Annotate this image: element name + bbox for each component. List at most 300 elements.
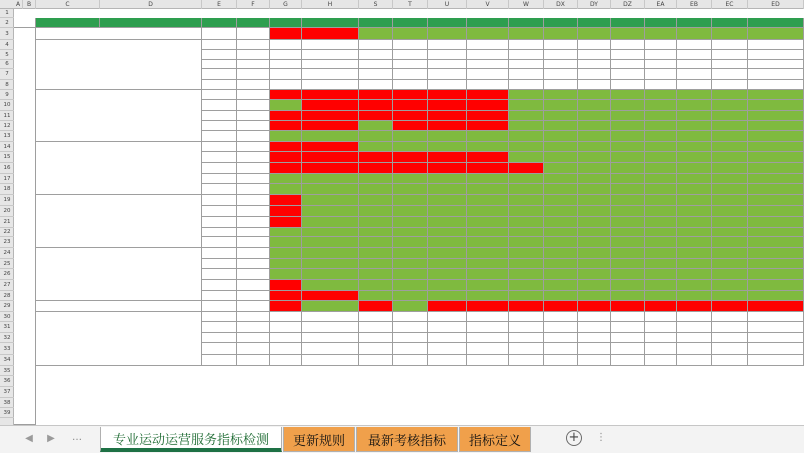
value-cell[interactable] <box>712 163 748 174</box>
row-number[interactable]: 34 <box>0 355 14 366</box>
value-cell[interactable] <box>578 259 611 269</box>
value-cell[interactable] <box>578 269 611 280</box>
value-cell[interactable] <box>544 60 578 69</box>
value-cell[interactable] <box>302 40 359 50</box>
value-cell[interactable] <box>428 322 467 333</box>
value-cell[interactable] <box>544 28 578 40</box>
value-cell[interactable] <box>712 333 748 343</box>
value-cell[interactable] <box>467 174 509 184</box>
value-cell[interactable] <box>645 40 677 50</box>
value-cell[interactable] <box>428 100 467 111</box>
row-number[interactable]: 22 <box>0 228 14 237</box>
scroll-tabs-left-icon[interactable]: ◀ <box>25 433 33 444</box>
value-cell[interactable] <box>645 217 677 228</box>
header-cell[interactable] <box>467 18 509 28</box>
value-cell[interactable] <box>712 100 748 111</box>
row-number[interactable]: 24 <box>0 248 14 259</box>
value-cell[interactable] <box>611 280 645 291</box>
value-cell[interactable] <box>302 50 359 60</box>
indicator-cell[interactable] <box>202 259 237 269</box>
indicator-cell[interactable] <box>202 80 237 90</box>
value-cell[interactable] <box>467 248 509 259</box>
value-cell[interactable] <box>677 142 712 152</box>
value-cell[interactable] <box>359 195 393 206</box>
value-cell[interactable] <box>544 142 578 152</box>
tab-sheet-1[interactable]: 更新规则 <box>283 427 355 452</box>
value-cell[interactable] <box>359 50 393 60</box>
value-cell[interactable] <box>544 184 578 195</box>
value-cell[interactable] <box>467 69 509 80</box>
value-cell[interactable] <box>509 322 544 333</box>
value-cell[interactable] <box>270 269 302 280</box>
value-cell[interactable] <box>359 343 393 355</box>
indicator-cell[interactable] <box>202 184 237 195</box>
target-cell[interactable] <box>237 163 270 174</box>
value-cell[interactable] <box>578 280 611 291</box>
column-letter[interactable]: DZ <box>611 0 645 9</box>
value-cell[interactable] <box>712 206 748 217</box>
target-cell[interactable] <box>237 100 270 111</box>
dimension-cell[interactable] <box>36 40 202 90</box>
value-cell[interactable] <box>509 50 544 60</box>
tab-sheet-0[interactable]: 专业运动运营服务指标检测 <box>100 427 282 452</box>
value-cell[interactable] <box>359 100 393 111</box>
value-cell[interactable] <box>270 343 302 355</box>
target-cell[interactable] <box>237 322 270 333</box>
row-number[interactable]: 23 <box>0 237 14 248</box>
value-cell[interactable] <box>712 269 748 280</box>
value-cell[interactable] <box>712 131 748 142</box>
more-tabs-right-icon[interactable]: ⋮ <box>596 432 606 443</box>
value-cell[interactable] <box>270 237 302 248</box>
value-cell[interactable] <box>645 228 677 237</box>
value-cell[interactable] <box>544 131 578 142</box>
value-cell[interactable] <box>677 80 712 90</box>
value-cell[interactable] <box>645 237 677 248</box>
value-cell[interactable] <box>748 280 804 291</box>
value-cell[interactable] <box>748 237 804 248</box>
row-number[interactable]: 2 <box>0 18 14 28</box>
value-cell[interactable] <box>270 40 302 50</box>
value-cell[interactable] <box>467 40 509 50</box>
value-cell[interactable] <box>359 237 393 248</box>
indicator-cell[interactable] <box>202 174 237 184</box>
value-cell[interactable] <box>544 248 578 259</box>
value-cell[interactable] <box>645 355 677 366</box>
value-cell[interactable] <box>611 237 645 248</box>
header-cell[interactable] <box>428 18 467 28</box>
value-cell[interactable] <box>748 343 804 355</box>
value-cell[interactable] <box>509 228 544 237</box>
value-cell[interactable] <box>428 111 467 121</box>
value-cell[interactable] <box>302 60 359 69</box>
value-cell[interactable] <box>428 50 467 60</box>
row-number[interactable]: 9 <box>0 90 14 100</box>
value-cell[interactable] <box>467 259 509 269</box>
value-cell[interactable] <box>270 280 302 291</box>
column-letter[interactable]: D <box>100 0 202 9</box>
value-cell[interactable] <box>645 131 677 142</box>
value-cell[interactable] <box>270 291 302 301</box>
value-cell[interactable] <box>270 301 302 312</box>
value-cell[interactable] <box>393 333 428 343</box>
value-cell[interactable] <box>302 217 359 228</box>
target-cell[interactable] <box>237 174 270 184</box>
indicator-cell[interactable] <box>202 60 237 69</box>
value-cell[interactable] <box>467 100 509 111</box>
value-cell[interactable] <box>467 28 509 40</box>
value-cell[interactable] <box>677 291 712 301</box>
value-cell[interactable] <box>578 184 611 195</box>
value-cell[interactable] <box>428 248 467 259</box>
value-cell[interactable] <box>544 301 578 312</box>
value-cell[interactable] <box>302 152 359 163</box>
value-cell[interactable] <box>544 195 578 206</box>
value-cell[interactable] <box>467 184 509 195</box>
value-cell[interactable] <box>748 69 804 80</box>
value-cell[interactable] <box>428 343 467 355</box>
indicator-cell[interactable] <box>202 237 237 248</box>
value-cell[interactable] <box>302 90 359 100</box>
row-number[interactable]: 21 <box>0 217 14 228</box>
value-cell[interactable] <box>645 248 677 259</box>
value-cell[interactable] <box>748 206 804 217</box>
row-number[interactable]: 12 <box>0 121 14 131</box>
value-cell[interactable] <box>359 259 393 269</box>
value-cell[interactable] <box>677 195 712 206</box>
dimension-cell[interactable] <box>36 301 202 312</box>
value-cell[interactable] <box>467 280 509 291</box>
target-cell[interactable] <box>237 142 270 152</box>
value-cell[interactable] <box>359 69 393 80</box>
value-cell[interactable] <box>677 69 712 80</box>
value-cell[interactable] <box>467 269 509 280</box>
header-cell[interactable] <box>359 18 393 28</box>
value-cell[interactable] <box>645 121 677 131</box>
value-cell[interactable] <box>748 142 804 152</box>
value-cell[interactable] <box>611 131 645 142</box>
value-cell[interactable] <box>270 174 302 184</box>
value-cell[interactable] <box>645 269 677 280</box>
header-cell[interactable] <box>100 18 202 28</box>
value-cell[interactable] <box>302 269 359 280</box>
value-cell[interactable] <box>270 69 302 80</box>
value-cell[interactable] <box>467 152 509 163</box>
value-cell[interactable] <box>677 259 712 269</box>
value-cell[interactable] <box>748 184 804 195</box>
column-letter[interactable]: A <box>14 0 23 9</box>
value-cell[interactable] <box>359 228 393 237</box>
value-cell[interactable] <box>302 100 359 111</box>
value-cell[interactable] <box>302 291 359 301</box>
row-number[interactable]: 35 <box>0 366 14 376</box>
value-cell[interactable] <box>712 228 748 237</box>
value-cell[interactable] <box>645 259 677 269</box>
value-cell[interactable] <box>578 301 611 312</box>
value-cell[interactable] <box>611 195 645 206</box>
dimension-cell[interactable] <box>36 142 202 195</box>
value-cell[interactable] <box>393 291 428 301</box>
value-cell[interactable] <box>748 174 804 184</box>
indicator-cell[interactable] <box>202 248 237 259</box>
value-cell[interactable] <box>270 184 302 195</box>
value-cell[interactable] <box>467 333 509 343</box>
value-cell[interactable] <box>467 228 509 237</box>
column-letter[interactable]: U <box>428 0 467 9</box>
value-cell[interactable] <box>428 163 467 174</box>
value-cell[interactable] <box>302 174 359 184</box>
value-cell[interactable] <box>270 121 302 131</box>
value-cell[interactable] <box>359 121 393 131</box>
value-cell[interactable] <box>748 195 804 206</box>
value-cell[interactable] <box>428 333 467 343</box>
value-cell[interactable] <box>393 312 428 322</box>
indicator-cell[interactable] <box>202 291 237 301</box>
header-cell[interactable] <box>611 18 645 28</box>
value-cell[interactable] <box>393 40 428 50</box>
value-cell[interactable] <box>578 248 611 259</box>
header-cell[interactable] <box>748 18 804 28</box>
value-cell[interactable] <box>748 228 804 237</box>
value-cell[interactable] <box>611 100 645 111</box>
value-cell[interactable] <box>270 312 302 322</box>
value-cell[interactable] <box>611 333 645 343</box>
value-cell[interactable] <box>302 28 359 40</box>
value-cell[interactable] <box>359 142 393 152</box>
indicator-cell[interactable] <box>202 152 237 163</box>
value-cell[interactable] <box>611 90 645 100</box>
value-cell[interactable] <box>677 90 712 100</box>
value-cell[interactable] <box>509 152 544 163</box>
header-cell[interactable] <box>712 18 748 28</box>
value-cell[interactable] <box>645 100 677 111</box>
value-cell[interactable] <box>428 90 467 100</box>
value-cell[interactable] <box>509 343 544 355</box>
value-cell[interactable] <box>578 174 611 184</box>
value-cell[interactable] <box>611 355 645 366</box>
value-cell[interactable] <box>509 237 544 248</box>
value-cell[interactable] <box>302 228 359 237</box>
value-cell[interactable] <box>270 28 302 40</box>
value-cell[interactable] <box>509 312 544 322</box>
value-cell[interactable] <box>270 333 302 343</box>
target-cell[interactable] <box>237 228 270 237</box>
indicator-cell[interactable] <box>202 355 237 366</box>
header-cell[interactable] <box>509 18 544 28</box>
value-cell[interactable] <box>428 259 467 269</box>
value-cell[interactable] <box>509 174 544 184</box>
target-cell[interactable] <box>237 69 270 80</box>
value-cell[interactable] <box>302 69 359 80</box>
value-cell[interactable] <box>645 174 677 184</box>
value-cell[interactable] <box>302 237 359 248</box>
row-number[interactable]: 1 <box>0 9 14 18</box>
header-cell[interactable] <box>237 18 270 28</box>
row-number[interactable]: 16 <box>0 163 14 174</box>
value-cell[interactable] <box>393 322 428 333</box>
value-cell[interactable] <box>712 291 748 301</box>
value-cell[interactable] <box>611 111 645 121</box>
value-cell[interactable] <box>509 355 544 366</box>
value-cell[interactable] <box>748 269 804 280</box>
indicator-cell[interactable] <box>202 301 237 312</box>
value-cell[interactable] <box>393 184 428 195</box>
value-cell[interactable] <box>611 343 645 355</box>
value-cell[interactable] <box>677 163 712 174</box>
row-number[interactable]: 31 <box>0 322 14 333</box>
value-cell[interactable] <box>712 259 748 269</box>
value-cell[interactable] <box>509 142 544 152</box>
indicator-cell[interactable] <box>202 111 237 121</box>
column-letter[interactable]: DY <box>578 0 611 9</box>
value-cell[interactable] <box>611 142 645 152</box>
value-cell[interactable] <box>509 248 544 259</box>
value-cell[interactable] <box>677 228 712 237</box>
value-cell[interactable] <box>302 280 359 291</box>
value-cell[interactable] <box>748 291 804 301</box>
target-cell[interactable] <box>237 355 270 366</box>
header-cell[interactable] <box>36 18 100 28</box>
value-cell[interactable] <box>393 343 428 355</box>
row-number[interactable]: 17 <box>0 174 14 184</box>
value-cell[interactable] <box>359 111 393 121</box>
value-cell[interactable] <box>645 28 677 40</box>
value-cell[interactable] <box>645 152 677 163</box>
value-cell[interactable] <box>467 237 509 248</box>
value-cell[interactable] <box>544 174 578 184</box>
value-cell[interactable] <box>712 184 748 195</box>
value-cell[interactable] <box>677 60 712 69</box>
value-cell[interactable] <box>611 184 645 195</box>
value-cell[interactable] <box>748 259 804 269</box>
header-cell[interactable] <box>645 18 677 28</box>
value-cell[interactable] <box>544 355 578 366</box>
column-letter[interactable]: EC <box>712 0 748 9</box>
indicator-cell[interactable] <box>202 142 237 152</box>
dimension-cell[interactable] <box>36 28 202 40</box>
value-cell[interactable] <box>270 90 302 100</box>
value-cell[interactable] <box>544 312 578 322</box>
target-cell[interactable] <box>237 269 270 280</box>
value-cell[interactable] <box>393 80 428 90</box>
value-cell[interactable] <box>677 322 712 333</box>
value-cell[interactable] <box>509 195 544 206</box>
value-cell[interactable] <box>645 50 677 60</box>
target-cell[interactable] <box>237 195 270 206</box>
value-cell[interactable] <box>544 217 578 228</box>
value-cell[interactable] <box>544 259 578 269</box>
indicator-cell[interactable] <box>202 195 237 206</box>
value-cell[interactable] <box>393 174 428 184</box>
row-number[interactable]: 30 <box>0 312 14 322</box>
value-cell[interactable] <box>467 322 509 333</box>
value-cell[interactable] <box>712 174 748 184</box>
value-cell[interactable] <box>359 206 393 217</box>
value-cell[interactable] <box>359 301 393 312</box>
value-cell[interactable] <box>645 206 677 217</box>
indicator-cell[interactable] <box>202 333 237 343</box>
sheet-title[interactable] <box>36 9 804 18</box>
value-cell[interactable] <box>302 142 359 152</box>
value-cell[interactable] <box>712 312 748 322</box>
value-cell[interactable] <box>270 50 302 60</box>
value-cell[interactable] <box>393 90 428 100</box>
row-number[interactable]: 20 <box>0 206 14 217</box>
value-cell[interactable] <box>611 301 645 312</box>
value-cell[interactable] <box>748 312 804 322</box>
value-cell[interactable] <box>578 90 611 100</box>
value-cell[interactable] <box>393 355 428 366</box>
value-cell[interactable] <box>544 280 578 291</box>
value-cell[interactable] <box>645 195 677 206</box>
row-number[interactable]: 3 <box>0 28 14 40</box>
value-cell[interactable] <box>578 195 611 206</box>
header-cell[interactable] <box>578 18 611 28</box>
indicator-cell[interactable] <box>202 280 237 291</box>
value-cell[interactable] <box>677 355 712 366</box>
indicator-cell[interactable] <box>202 121 237 131</box>
value-cell[interactable] <box>270 60 302 69</box>
value-cell[interactable] <box>270 131 302 142</box>
store-cell[interactable] <box>14 28 36 425</box>
value-cell[interactable] <box>677 269 712 280</box>
value-cell[interactable] <box>302 206 359 217</box>
value-cell[interactable] <box>544 50 578 60</box>
target-cell[interactable] <box>237 121 270 131</box>
value-cell[interactable] <box>428 206 467 217</box>
indicator-cell[interactable] <box>202 50 237 60</box>
row-number[interactable]: 27 <box>0 280 14 291</box>
value-cell[interactable] <box>611 228 645 237</box>
value-cell[interactable] <box>677 237 712 248</box>
value-cell[interactable] <box>544 111 578 121</box>
target-cell[interactable] <box>237 184 270 195</box>
value-cell[interactable] <box>645 60 677 69</box>
value-cell[interactable] <box>544 40 578 50</box>
more-tabs-left-icon[interactable]: … <box>72 432 82 443</box>
value-cell[interactable] <box>645 80 677 90</box>
value-cell[interactable] <box>509 90 544 100</box>
value-cell[interactable] <box>748 217 804 228</box>
value-cell[interactable] <box>467 291 509 301</box>
value-cell[interactable] <box>712 355 748 366</box>
row-number[interactable]: 37 <box>0 387 14 398</box>
indicator-cell[interactable] <box>202 343 237 355</box>
value-cell[interactable] <box>712 301 748 312</box>
column-letter[interactable]: B <box>23 0 36 9</box>
value-cell[interactable] <box>509 217 544 228</box>
value-cell[interactable] <box>712 195 748 206</box>
value-cell[interactable] <box>712 343 748 355</box>
value-cell[interactable] <box>645 163 677 174</box>
value-cell[interactable] <box>645 111 677 121</box>
value-cell[interactable] <box>270 355 302 366</box>
value-cell[interactable] <box>359 28 393 40</box>
value-cell[interactable] <box>393 50 428 60</box>
value-cell[interactable] <box>544 100 578 111</box>
value-cell[interactable] <box>359 131 393 142</box>
value-cell[interactable] <box>270 259 302 269</box>
target-cell[interactable] <box>237 259 270 269</box>
value-cell[interactable] <box>578 291 611 301</box>
value-cell[interactable] <box>712 90 748 100</box>
value-cell[interactable] <box>611 163 645 174</box>
value-cell[interactable] <box>393 152 428 163</box>
value-cell[interactable] <box>677 184 712 195</box>
value-cell[interactable] <box>359 184 393 195</box>
value-cell[interactable] <box>270 195 302 206</box>
value-cell[interactable] <box>544 80 578 90</box>
